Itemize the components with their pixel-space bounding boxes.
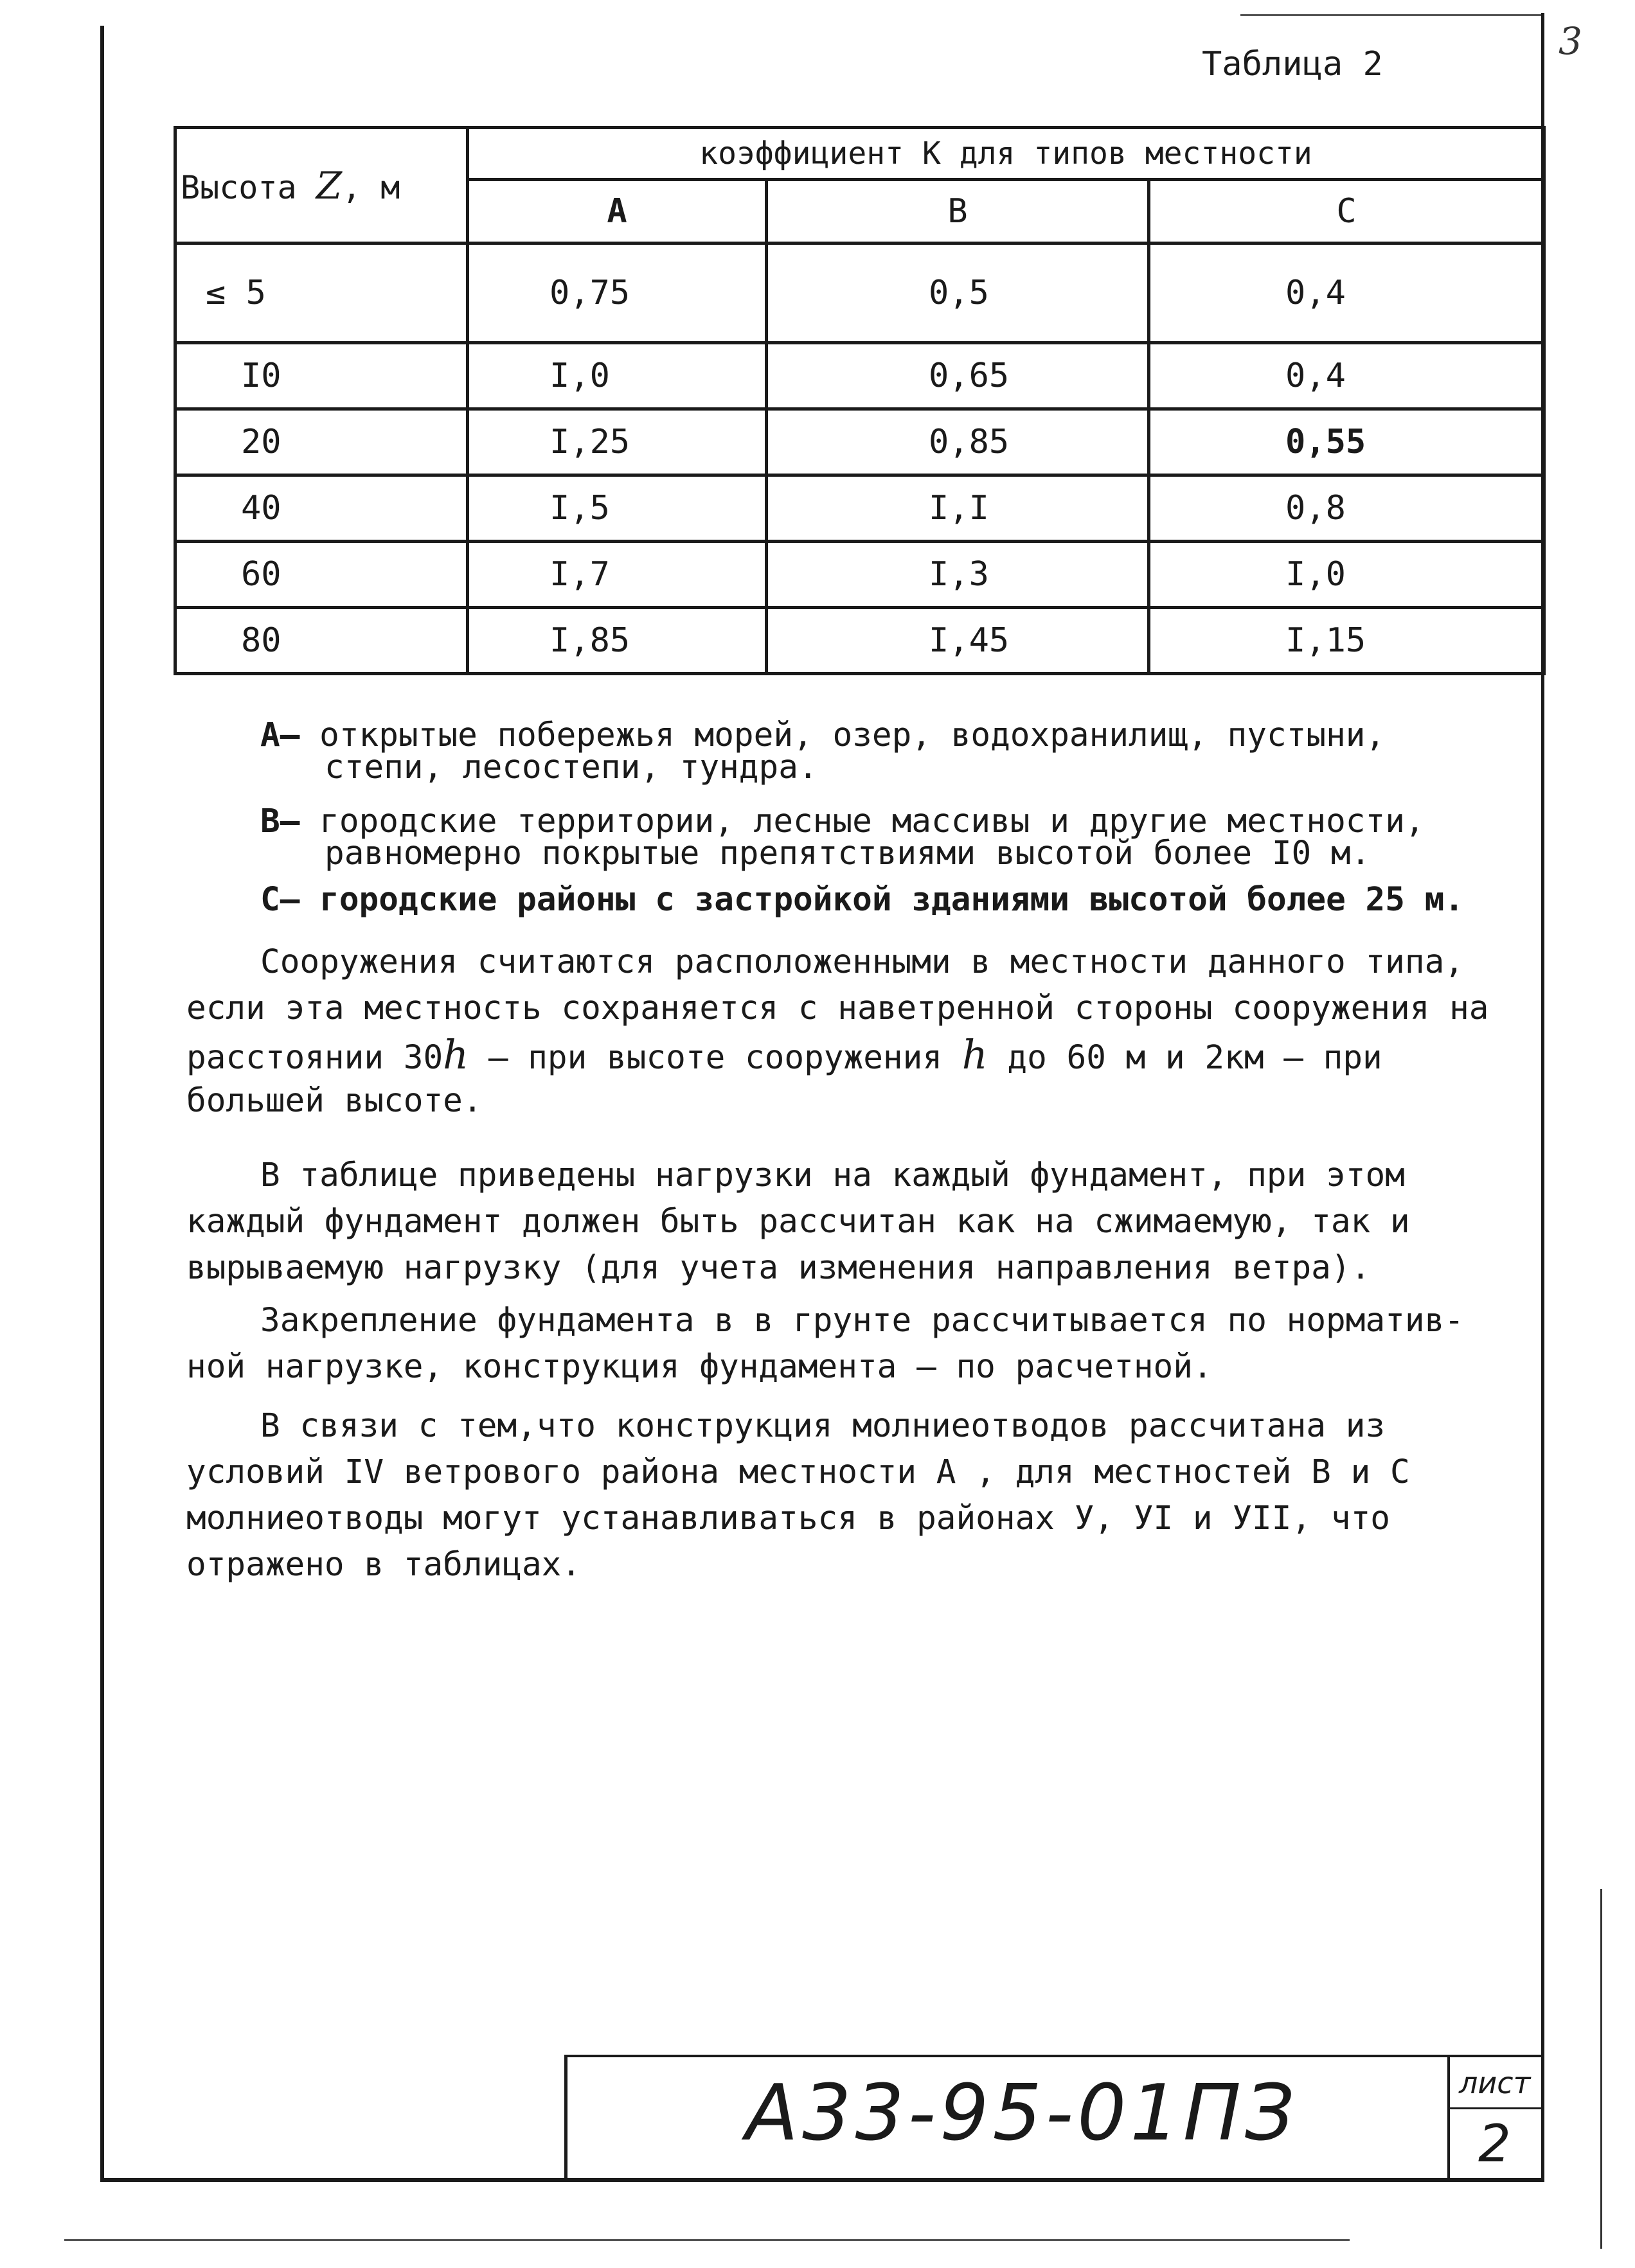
stamp-sheet-line: [1447, 2107, 1542, 2109]
value-cell-c: I,0: [1149, 542, 1544, 608]
paragraph-1-end-text: до 60 м и 2км – при: [987, 1039, 1382, 1077]
table-header-row: [175, 128, 1544, 180]
document-code: А33-95-01ПЗ: [746, 2069, 1298, 2158]
paragraph-3-line-1: Закрепление фундамента в в грунте рассчитывается по норматив-: [260, 1302, 1464, 1340]
value-cell-a: I,85: [468, 608, 767, 674]
value-cell-c: 0,8: [1149, 475, 1544, 542]
table-row: [175, 542, 1544, 608]
legend-item-c: [260, 881, 1465, 919]
height-label: Высота: [181, 168, 297, 206]
paragraph-2-line-2: каждый фундамент должен быть рассчитан как на сжимаемую, так и: [186, 1203, 1410, 1241]
outer-margin-line: [1600, 1889, 1602, 2249]
coefficient-group-header: коэффициент K для типов местности: [468, 128, 1544, 180]
height-symbol: h: [443, 1031, 469, 1078]
legend-text: городские территории, лесные массивы и другие местности,: [319, 802, 1425, 840]
height-symbol: h: [961, 1031, 988, 1078]
page-frame-left: [100, 26, 104, 2181]
value-cell-b: I,45: [767, 608, 1149, 674]
paragraph-2-line-1: В таблице приведены нагрузки на каждый фундамент, при этом: [260, 1156, 1405, 1194]
paragraph-1-line-3: [186, 1032, 1382, 1081]
table-row: [175, 244, 1544, 343]
page-top-line: [1240, 14, 1542, 16]
value-cell-c: 0,4: [1149, 343, 1544, 409]
paragraph-4-line-3: молниеотводы могут устанавливаться в районах У, УI и УII, что: [186, 1500, 1390, 1537]
legend-key: C–: [260, 881, 300, 919]
sheet-number: 2: [1478, 2114, 1511, 2174]
value-cell-a: 0,75: [468, 244, 767, 343]
height-column-header: [175, 128, 468, 244]
paragraph-1-line-2: если эта местность сохраняется с наветренной стороны сооружения на: [186, 989, 1489, 1027]
table-row: [175, 343, 1544, 409]
legend-key: B–: [260, 802, 300, 840]
legend-key: A–: [260, 716, 300, 754]
paragraph-1-distance-text: расстоянии 30: [186, 1039, 443, 1077]
height-cell: 20: [175, 409, 468, 475]
height-cell: 60: [175, 542, 468, 608]
coefficient-table: [174, 126, 1546, 675]
paragraph-3-line-2: ной нагрузке, конструкция фундамента – по расчетной.: [186, 1348, 1213, 1386]
value-cell-b: I,I: [767, 475, 1149, 542]
value-cell-c: 0,55: [1149, 409, 1544, 475]
value-cell-b: I,3: [767, 542, 1149, 608]
value-cell-a: I,25: [468, 409, 767, 475]
stamp-sheet-divider: [1447, 2055, 1450, 2181]
legend-item-a: [260, 716, 1386, 754]
paragraph-1-mid-text: – при высоте сооружения: [469, 1039, 962, 1077]
table-title: Таблица 2: [1202, 45, 1383, 84]
value-cell-b: 0,65: [767, 343, 1149, 409]
value-cell-a: I,5: [468, 475, 767, 542]
value-cell-c: 0,4: [1149, 244, 1544, 343]
page-frame-bottom: [100, 2178, 1544, 2182]
column-header-a: A: [468, 180, 767, 244]
value-cell-a: I,0: [468, 343, 767, 409]
legend-text: открытые побережья морей, озер, водохранилищ, пустыни,: [319, 716, 1386, 754]
value-cell-b: 0,5: [767, 244, 1149, 343]
legend-item-b-cont: равномерно покрытые препятствиями высотой более I0 м.: [325, 835, 1371, 873]
footer-line: [64, 2239, 1350, 2241]
paragraph-4-line-1: В связи с тем,что конструкция молниеотводов рассчитана из: [260, 1407, 1386, 1445]
paragraph-1-line-4: большей высоте.: [186, 1082, 483, 1120]
table-row: [175, 608, 1544, 674]
legend-item-b: [260, 802, 1425, 840]
height-unit: , м: [342, 168, 400, 206]
stamp-left-border: [564, 2055, 567, 2181]
corner-page-mark: 3: [1559, 19, 1582, 63]
value-cell-b: 0,85: [767, 409, 1149, 475]
value-cell-a: I,7: [468, 542, 767, 608]
column-header-b: B: [767, 180, 1149, 244]
table-row: [175, 475, 1544, 542]
table-row: [175, 409, 1544, 475]
height-cell: 80: [175, 608, 468, 674]
paragraph-4-line-4: отражено в таблицах.: [186, 1546, 582, 1584]
stamp-top-border: [566, 2055, 1542, 2057]
sheet-label: лист: [1459, 2066, 1531, 2100]
height-variable: Z: [316, 163, 343, 208]
value-cell-c: I,15: [1149, 608, 1544, 674]
paragraph-1-line-1: Сооружения считаются расположенными в местности данного типа,: [260, 943, 1464, 981]
paragraph-4-line-2: условий IV ветрового района местности А , для местностей В и С: [186, 1453, 1410, 1491]
height-cell: ≤ 5: [175, 244, 468, 343]
height-cell: 40: [175, 475, 468, 542]
height-cell: I0: [175, 343, 468, 409]
column-header-c: C: [1149, 180, 1544, 244]
legend-item-a-cont: степи, лесостепи, тундра.: [325, 749, 818, 786]
legend-text: городские районы с застройкой зданиями высотой более 25 м.: [319, 881, 1465, 919]
paragraph-2-line-3: вырываемую нагрузку (для учета изменения направления ветра).: [186, 1249, 1371, 1287]
